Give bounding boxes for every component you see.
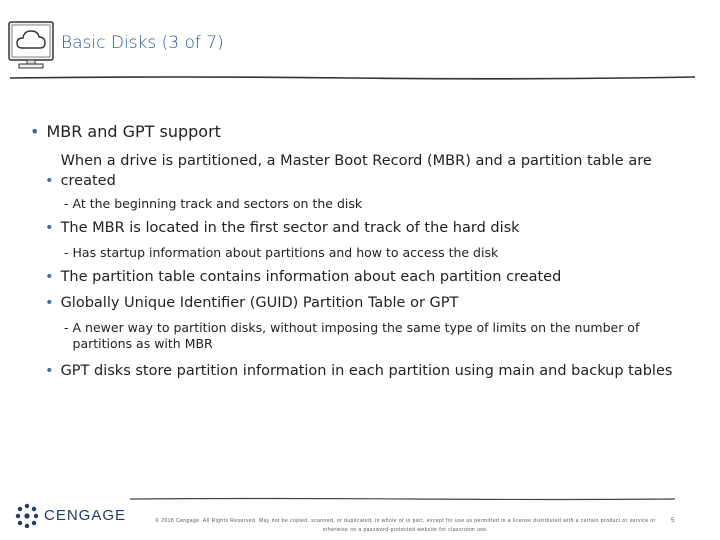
cengage-logo (14, 502, 126, 528)
bullet-dot-icon: • (45, 295, 54, 311)
bullet-level2: •When a drive is partitioned, a Master Boot Record (MBR) and a partition table are created (45, 153, 652, 189)
title-divider (10, 74, 695, 82)
slide-number: 5 (671, 518, 675, 524)
slide-title: Basic Disks (3 of 7) (61, 33, 224, 53)
logo-text: CENGAGE (44, 506, 127, 524)
bullet-level1: • MBR and GPT support (30, 122, 221, 141)
bullet-level2: • GPT disks store partition information in each partition using main and backup tables (45, 363, 673, 379)
dash-icon: - (64, 245, 69, 260)
bullet-dot-icon: • (45, 173, 54, 189)
bullet-dot-icon: • (30, 122, 40, 141)
bullet-dot-icon: • (45, 220, 54, 236)
bullet-level3: - Has startup information about partitions and how to access the disk (64, 245, 499, 260)
dash-icon: - (64, 196, 69, 211)
bullet-level2: • The partition table contains information about each partition created (45, 269, 562, 285)
footer-divider (130, 496, 675, 502)
bullet-dot-icon: • (45, 363, 54, 379)
bullet-level3: - A newer way to partition disks, without imposing the same type of limits on the number of partitions as with MBR (64, 320, 640, 351)
copyright-notice: © 2018 Cengage. All Rights Reserved. May not be copied, scanned, or duplicated, in whole or in part, except for use as permitted in a license distributed with a certain product or service or otherwise on a password-protected website for classroom use. (155, 518, 656, 533)
bullet-level2: • Globally Unique Identifier (GUID) Partition Table or GPT (45, 295, 459, 311)
bullet-dot-icon: • (45, 269, 54, 285)
bullet-level2: • The MBR is located in the first sector and track of the hard disk (45, 220, 520, 236)
cengage-logo-mark-icon (14, 502, 40, 528)
bullet-level3: - At the beginning track and sectors on the disk (64, 196, 363, 211)
dash-icon: - (64, 320, 69, 335)
cloud-monitor-icon (7, 20, 55, 70)
